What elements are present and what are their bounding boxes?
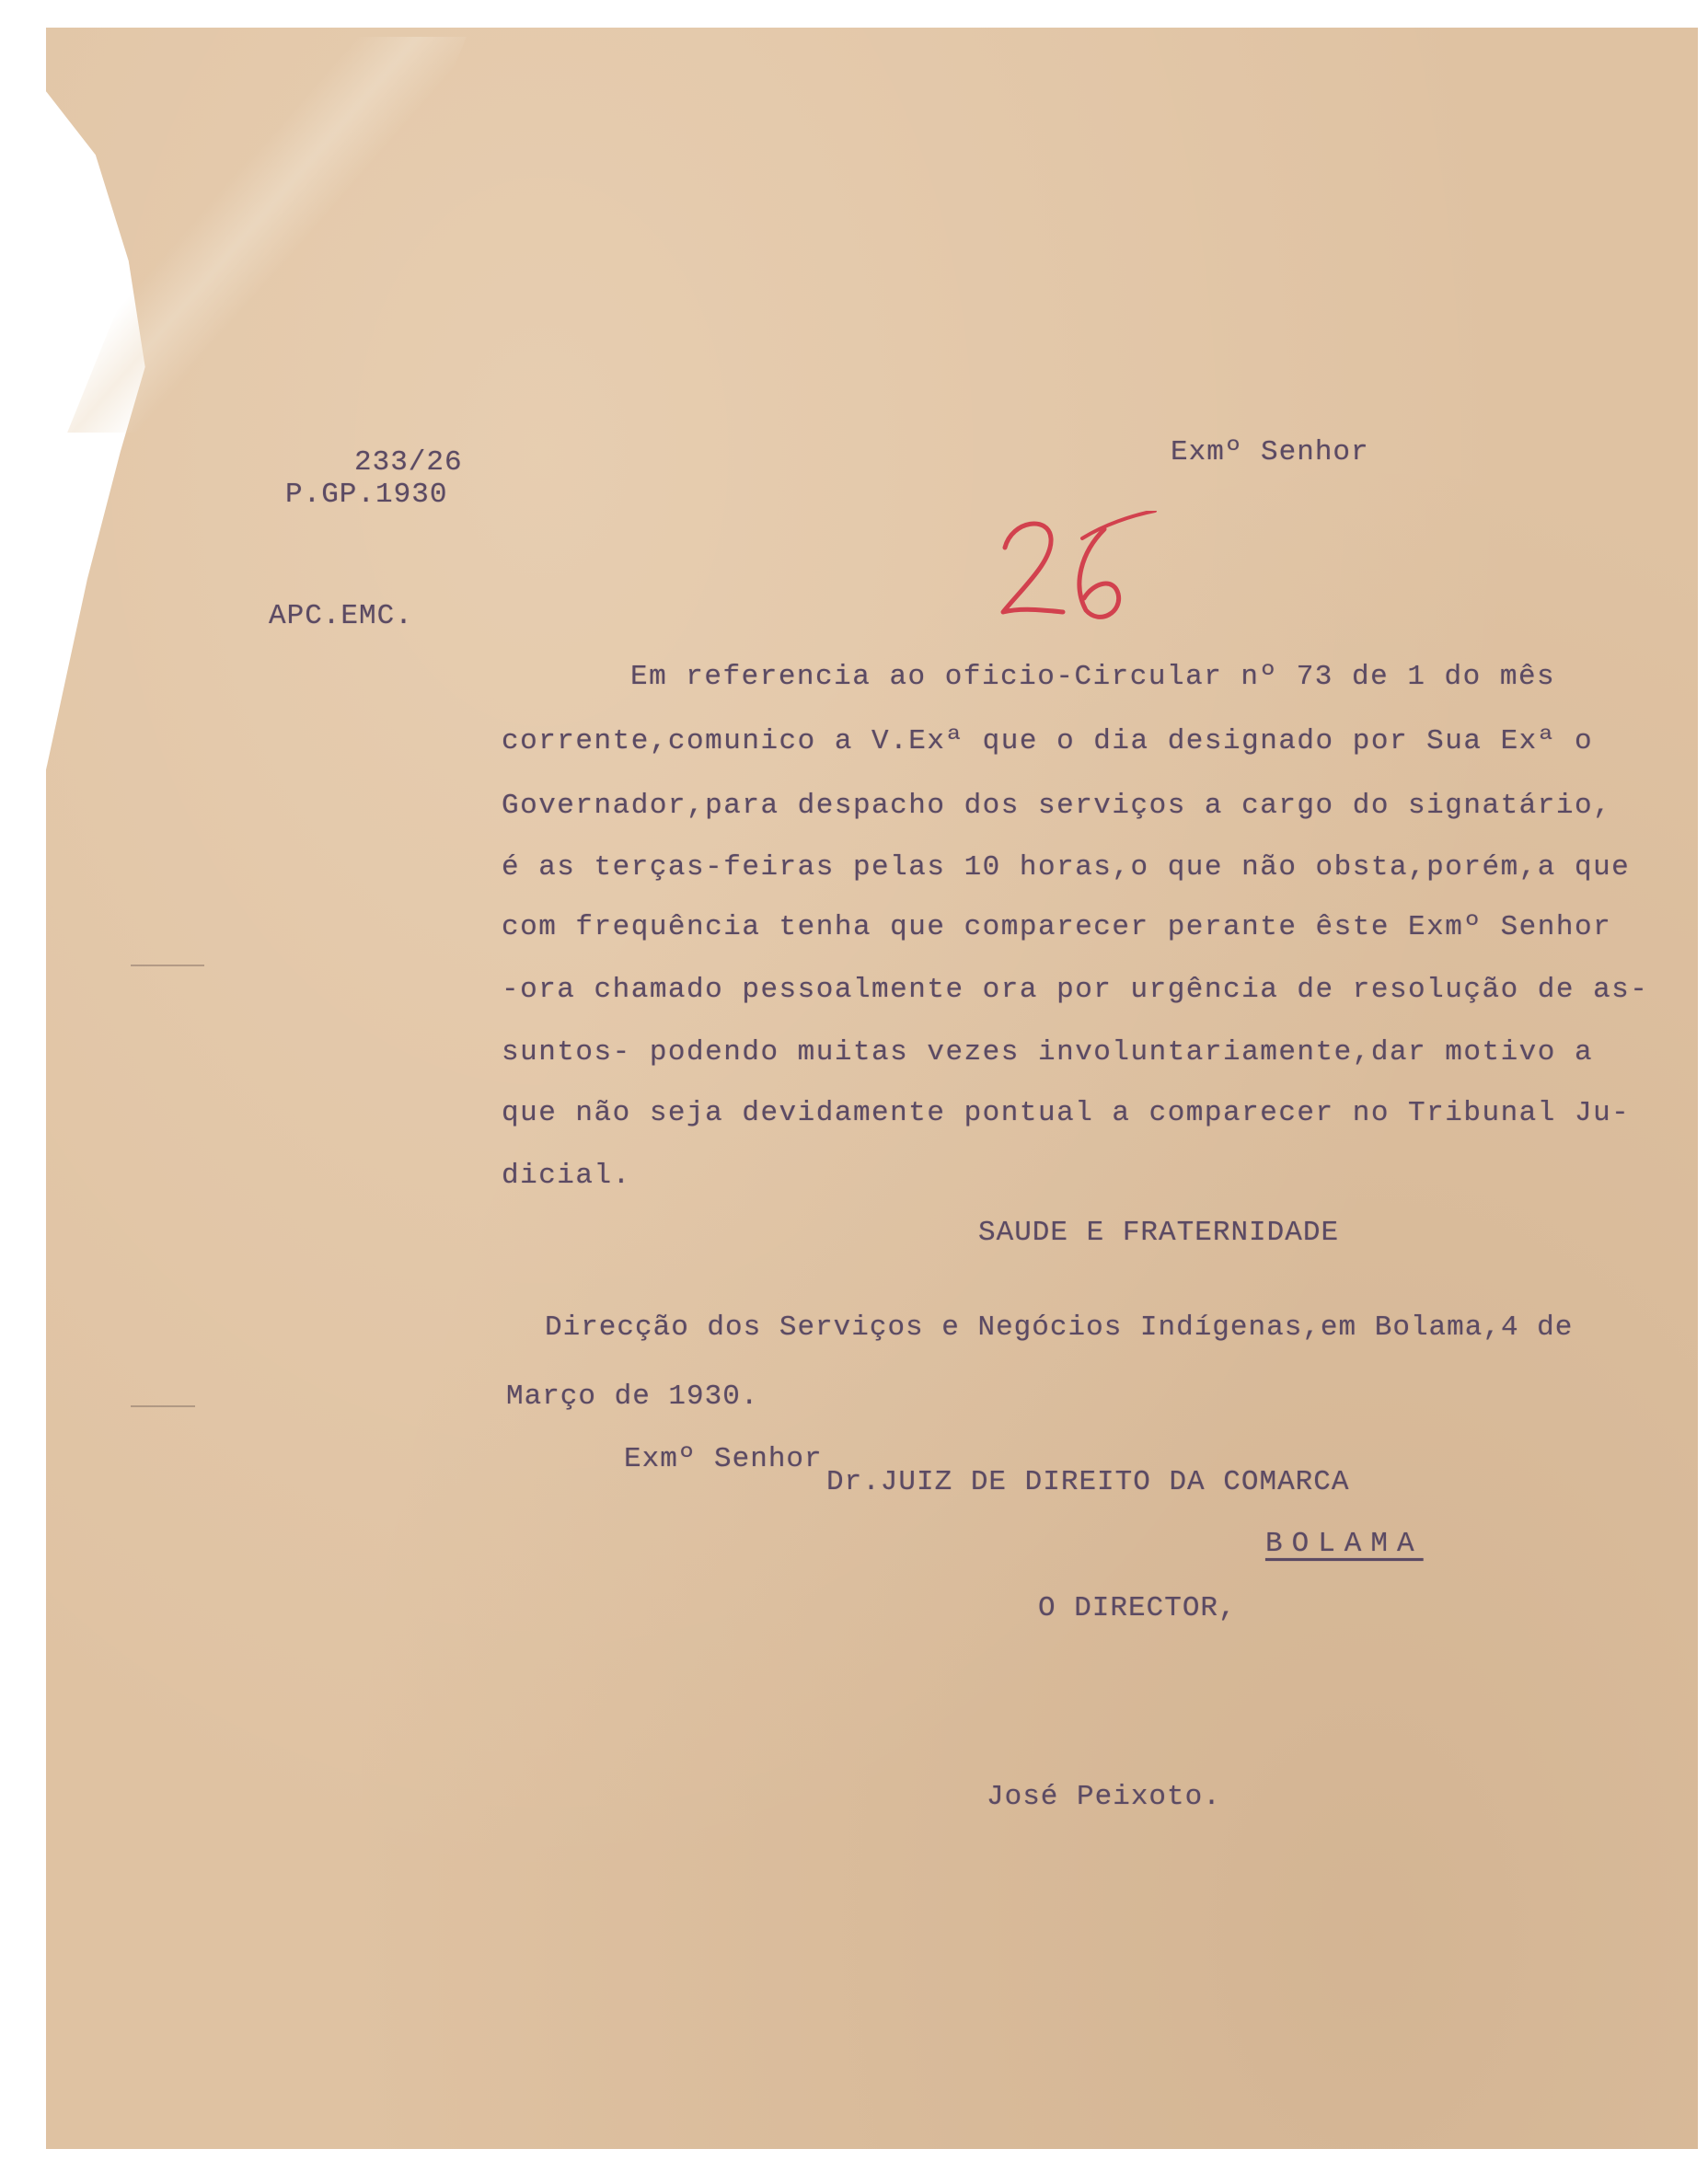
body-line: Em referencia ao oficio-Circular nº 73 de 1 do mês — [630, 661, 1556, 693]
addressee-city: BOLAMA — [1265, 1528, 1424, 1560]
body-line: é as terças-feiras pelas 10 horas,o que não obsta,porém,a que — [502, 851, 1631, 884]
typist-initials: APC.EMC. — [269, 600, 413, 632]
body-line: dicial. — [502, 1160, 631, 1192]
closing-greeting: SAUDE E FRATERNIDADE — [978, 1217, 1340, 1249]
salutation: Exmº Senhor — [1171, 436, 1369, 468]
body-line: corrente,comunico a V.Exª que o dia designado por Sua Exª o — [502, 725, 1594, 757]
paper-sheet — [46, 28, 1698, 2149]
reference-number: 233/26 — [354, 446, 463, 479]
margin-mark — [131, 965, 204, 966]
body-line: Governador,para despacho dos serviços a cargo do signatário, — [502, 790, 1612, 822]
place-date-line-2: Março de 1930. — [506, 1381, 759, 1413]
reference-code: P.GP.1930 — [285, 479, 448, 511]
body-line: com frequência tenha que comparecer perante êste Exmº Senhor — [502, 911, 1612, 943]
addressee-salutation: Exmº Senhor — [624, 1443, 823, 1475]
handwritten-red-number — [994, 511, 1160, 630]
body-line: -ora chamado pessoalmente ora por urgência de resolução de as- — [502, 974, 1649, 1006]
signatory-name: José Peixoto. — [987, 1781, 1221, 1813]
body-line: que não seja devidamente pontual a comparecer no Tribunal Ju- — [502, 1097, 1631, 1129]
body-line: suntos- podendo muitas vezes involuntariamente,dar motivo a — [502, 1036, 1594, 1069]
addressee-name: Dr.JUIZ DE DIREITO DA COMARCA — [826, 1466, 1350, 1498]
place-date-line-1: Direcção dos Serviços e Negócios Indígenas,em Bolama,4 de — [545, 1311, 1574, 1344]
signatory-title: O DIRECTOR, — [1038, 1592, 1237, 1624]
margin-mark — [131, 1405, 195, 1407]
